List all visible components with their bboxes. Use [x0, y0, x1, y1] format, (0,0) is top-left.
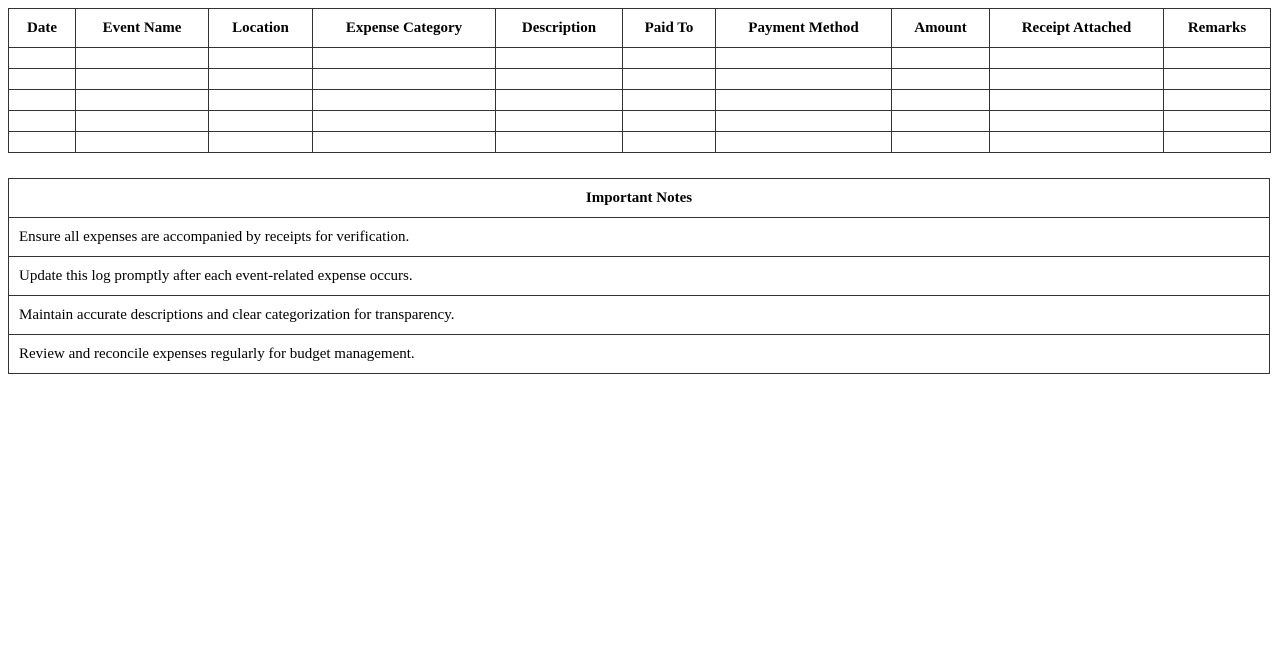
table-cell[interactable]	[313, 132, 496, 153]
table-cell[interactable]	[892, 90, 990, 111]
note-text: Review and reconcile expenses regularly for budget management.	[9, 335, 1270, 374]
column-header-amount: Amount	[892, 9, 990, 48]
table-cell[interactable]	[623, 69, 716, 90]
notes-header-row	[9, 179, 1270, 218]
table-cell[interactable]	[76, 69, 209, 90]
table-row	[9, 69, 1271, 90]
table-cell[interactable]	[990, 132, 1164, 153]
table-cell[interactable]	[1164, 69, 1271, 90]
table-cell[interactable]	[313, 48, 496, 69]
table-cell[interactable]	[623, 132, 716, 153]
column-header-remarks: Remarks	[1164, 9, 1271, 48]
table-cell[interactable]	[76, 111, 209, 132]
column-header-expense-category: Expense Category	[313, 9, 496, 48]
note-text: Maintain accurate descriptions and clear categorization for transparency.	[9, 296, 1270, 335]
table-cell[interactable]	[623, 111, 716, 132]
table-cell[interactable]	[9, 132, 76, 153]
note-row	[9, 296, 1270, 335]
table-cell[interactable]	[1164, 48, 1271, 69]
column-header-paid-to: Paid To	[623, 9, 716, 48]
table-cell[interactable]	[313, 90, 496, 111]
table-cell[interactable]	[209, 90, 313, 111]
table-cell[interactable]	[209, 111, 313, 132]
table-cell[interactable]	[623, 48, 716, 69]
table-cell[interactable]	[9, 69, 76, 90]
table-cell[interactable]	[9, 90, 76, 111]
table-cell[interactable]	[313, 111, 496, 132]
table-cell[interactable]	[209, 48, 313, 69]
table-cell[interactable]	[76, 132, 209, 153]
table-row	[9, 111, 1271, 132]
table-cell[interactable]	[990, 48, 1164, 69]
table-cell[interactable]	[892, 111, 990, 132]
notes-title: Important Notes	[9, 179, 1270, 218]
table-cell[interactable]	[623, 90, 716, 111]
table-cell[interactable]	[496, 69, 623, 90]
table-cell[interactable]	[716, 90, 892, 111]
table-cell[interactable]	[313, 69, 496, 90]
table-cell[interactable]	[1164, 111, 1271, 132]
column-header-location: Location	[209, 9, 313, 48]
table-cell[interactable]	[892, 69, 990, 90]
table-cell[interactable]	[496, 90, 623, 111]
table-cell[interactable]	[716, 132, 892, 153]
note-text: Ensure all expenses are accompanied by receipts for verification.	[9, 218, 1270, 257]
column-header-payment-method: Payment Method	[716, 9, 892, 48]
expense-log-table	[8, 8, 1271, 153]
table-cell[interactable]	[9, 48, 76, 69]
column-header-date: Date	[9, 9, 76, 48]
table-cell[interactable]	[1164, 90, 1271, 111]
column-header-description: Description	[496, 9, 623, 48]
table-cell[interactable]	[496, 132, 623, 153]
table-cell[interactable]	[496, 48, 623, 69]
table-cell[interactable]	[1164, 132, 1271, 153]
note-row	[9, 335, 1270, 374]
table-header-row	[9, 9, 1271, 48]
column-header-event-name: Event Name	[76, 9, 209, 48]
table-cell[interactable]	[716, 111, 892, 132]
table-cell[interactable]	[716, 48, 892, 69]
note-row	[9, 257, 1270, 296]
note-text: Update this log promptly after each event-related expense occurs.	[9, 257, 1270, 296]
table-cell[interactable]	[990, 90, 1164, 111]
table-cell[interactable]	[990, 69, 1164, 90]
table-row	[9, 90, 1271, 111]
table-cell[interactable]	[716, 69, 892, 90]
table-row	[9, 132, 1271, 153]
table-cell[interactable]	[209, 69, 313, 90]
table-cell[interactable]	[9, 111, 76, 132]
note-row	[9, 218, 1270, 257]
column-header-receipt-attached: Receipt Attached	[990, 9, 1164, 48]
table-cell[interactable]	[892, 132, 990, 153]
table-cell[interactable]	[892, 48, 990, 69]
table-cell[interactable]	[990, 111, 1164, 132]
table-cell[interactable]	[76, 48, 209, 69]
table-row	[9, 48, 1271, 69]
table-cell[interactable]	[209, 132, 313, 153]
table-cell[interactable]	[496, 111, 623, 132]
important-notes-table	[8, 178, 1270, 374]
table-cell[interactable]	[76, 90, 209, 111]
